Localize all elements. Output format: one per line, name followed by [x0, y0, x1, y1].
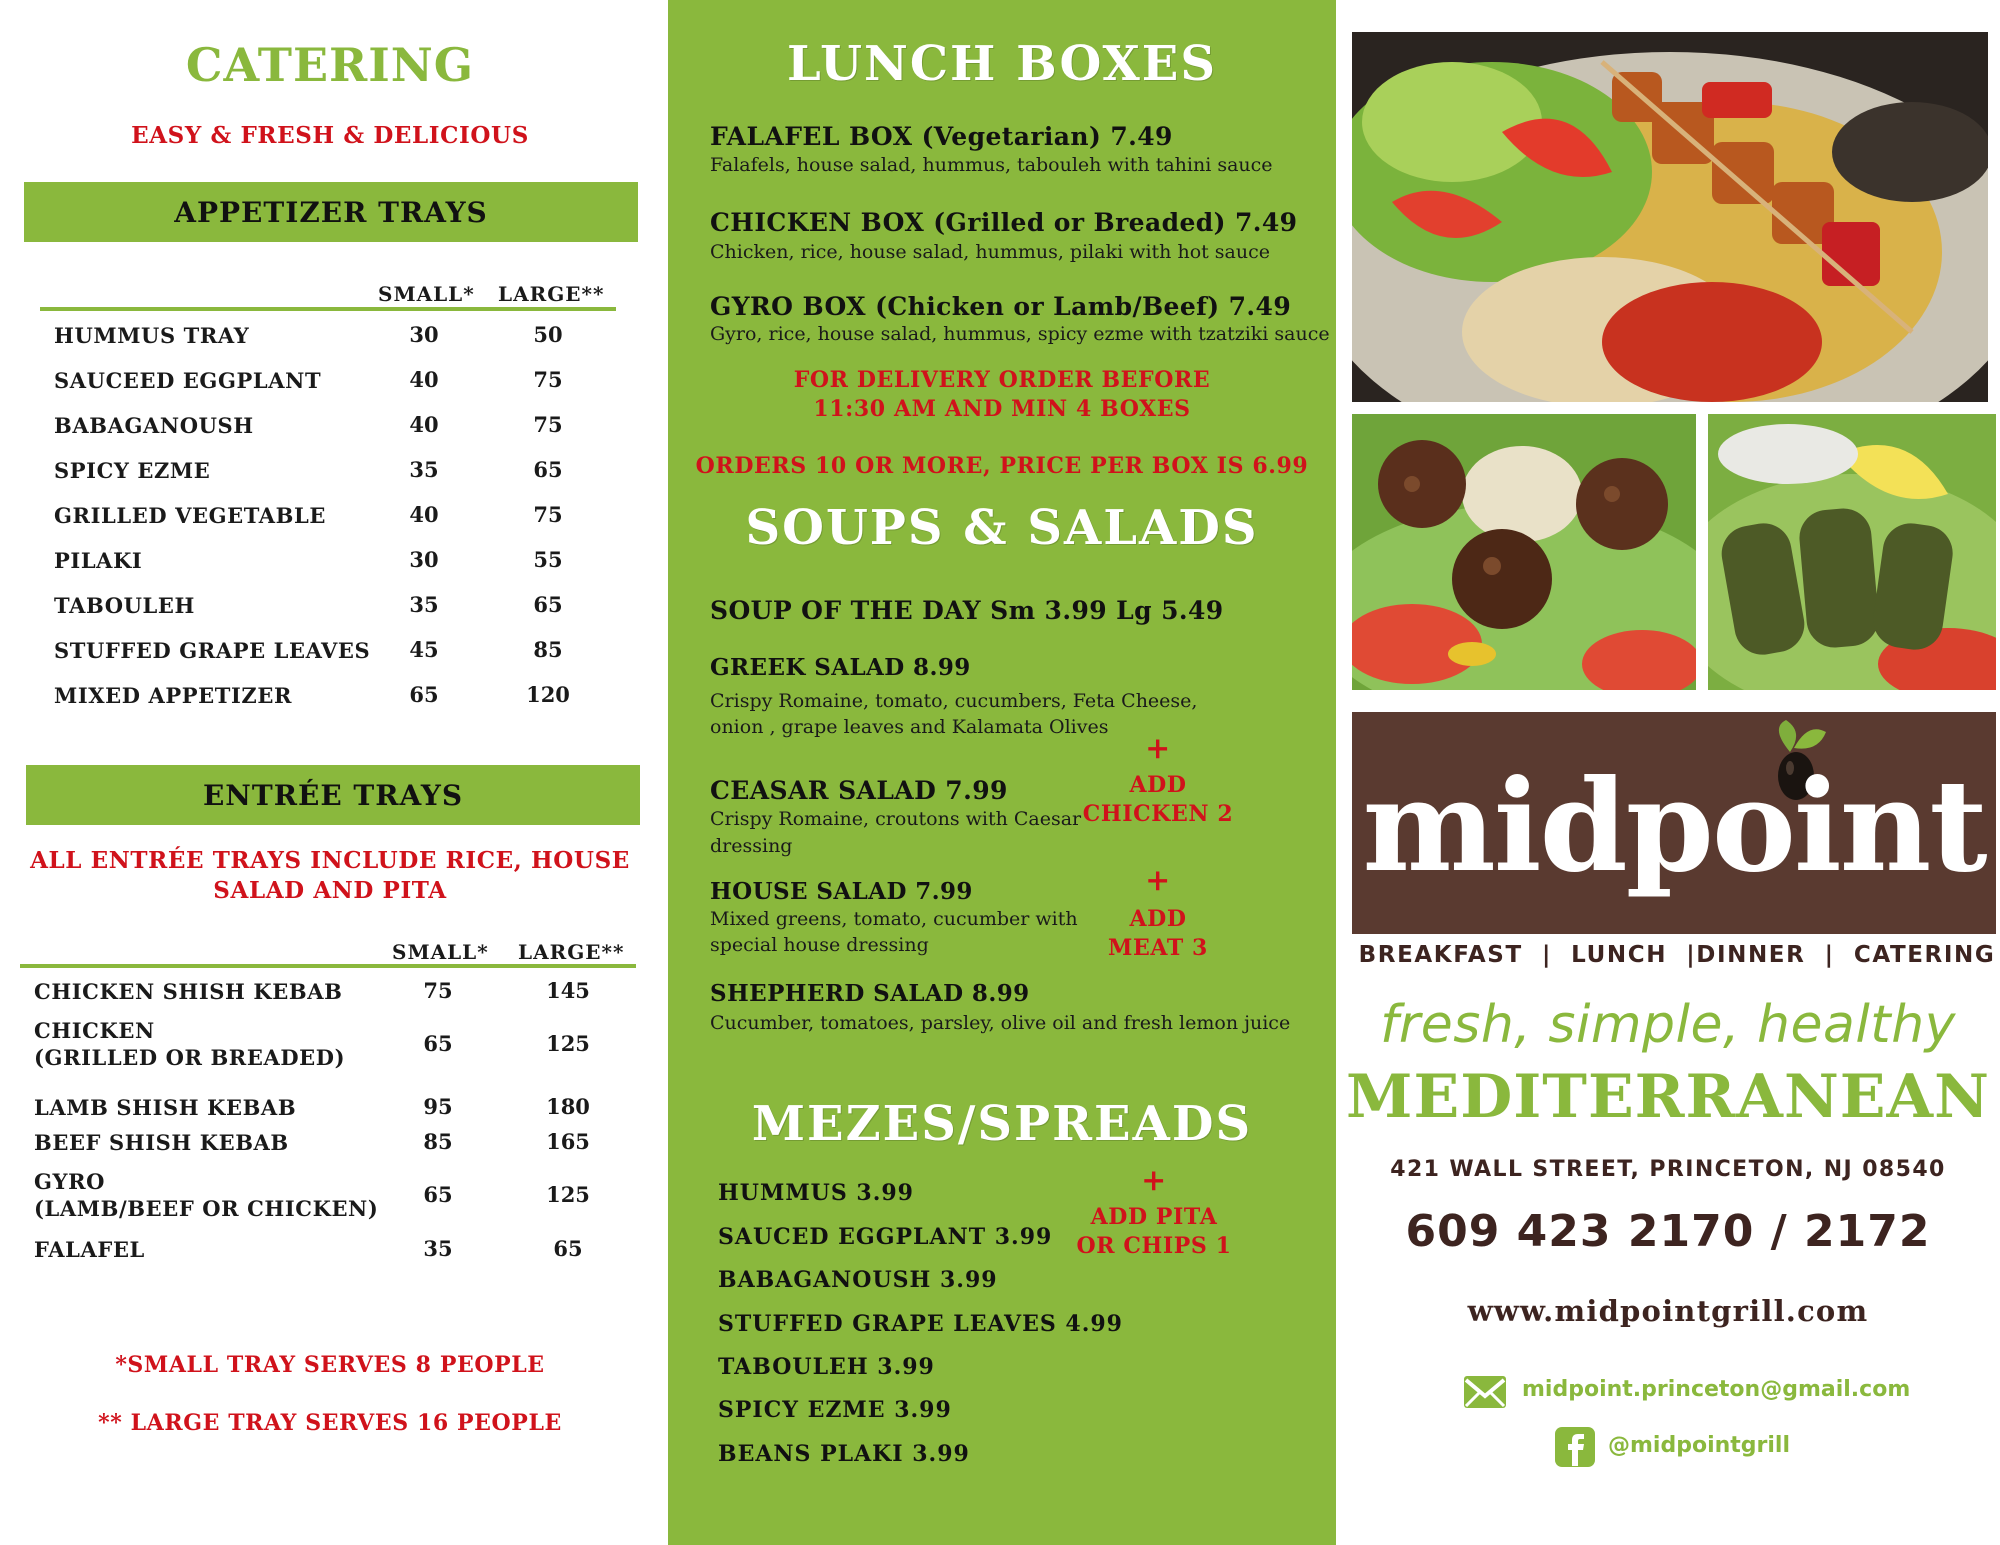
- entree-item-small-price: 65: [423, 1031, 453, 1056]
- add-chicken-plus: +: [1145, 731, 1171, 766]
- orders-note: ORDERS 10 OR MORE, PRICE PER BOX IS 6.99: [695, 453, 1309, 479]
- appetizer-item-small-price: 65: [409, 682, 439, 707]
- entree-item-large-price: 125: [546, 1031, 590, 1056]
- meze-item: SAUCED EGGPLANT 3.99: [718, 1224, 1053, 1250]
- appetizer-item-name: GRILLED VEGETABLE: [54, 503, 327, 528]
- appetizer-item-name: SAUCEED EGGPLANT: [54, 368, 322, 393]
- add-meat-plus: +: [1145, 863, 1171, 898]
- entree-col-large: LARGE**: [518, 940, 625, 964]
- falafel-photo: [1352, 414, 1696, 690]
- appetizer-item-small-price: 35: [409, 592, 439, 617]
- entree-item-small-price: 95: [423, 1094, 453, 1119]
- entree-item-small-price: 35: [423, 1236, 453, 1261]
- soups-salads-title: SOUPS & SALADS: [745, 500, 1259, 556]
- midpoint-logo: [1352, 712, 1996, 934]
- appetizer-item-small-price: 40: [409, 367, 439, 392]
- appetizer-item-small-price: 35: [409, 457, 439, 482]
- address: 421 WALL STREET, PRINCETON, NJ 08540: [1390, 1157, 1946, 1182]
- website-link[interactable]: www.midpointgrill.com: [1467, 1294, 1869, 1328]
- entree-header-rule: [20, 964, 636, 968]
- greek-salad-desc-2: onion , grape leaves and Kalamata Olives: [710, 716, 1109, 738]
- appetizer-item-name: MIXED APPETIZER: [54, 683, 293, 708]
- lunch-boxes-title: LUNCH BOXES: [786, 36, 1218, 92]
- appetizer-item-large-price: 75: [533, 412, 563, 437]
- catering-title: CATERING: [185, 38, 475, 92]
- add-meat-line1: ADD: [1129, 906, 1187, 932]
- appetizer-item-large-price: 65: [533, 592, 563, 617]
- house-salad-title: HOUSE SALAD 7.99: [710, 878, 973, 905]
- house-salad-desc-2: special house dressing: [710, 934, 929, 956]
- entree-item-name: FALAFEL: [34, 1237, 145, 1262]
- entree-item-name: LAMB SHISH KEBAB: [34, 1095, 297, 1120]
- entree-item-large-price: 145: [546, 978, 590, 1003]
- entree-trays-heading: ENTRÉE TRAYS: [26, 765, 640, 825]
- appetizer-item-name: SPICY EZME: [54, 458, 211, 483]
- facebook-icon: [1554, 1426, 1596, 1468]
- entree-item-small-price: 85: [423, 1129, 453, 1154]
- appetizer-header-rule: [40, 307, 616, 311]
- add-chicken-line2: CHICKEN 2: [1082, 801, 1234, 827]
- appetizer-item-small-price: 30: [409, 547, 439, 572]
- greek-salad-title: GREEK SALAD 8.99: [710, 654, 971, 681]
- appetizer-item-large-price: 75: [533, 367, 563, 392]
- social-handle[interactable]: @midpointgrill: [1608, 1433, 1791, 1458]
- appetizer-item-name: BABAGANOUSH: [54, 413, 254, 438]
- catering-tagline: EASY & FRESH & DELICIOUS: [131, 122, 529, 149]
- entree-item-small-price: 75: [423, 978, 453, 1003]
- appetizer-col-large: LARGE**: [498, 282, 605, 306]
- house-salad-desc-1: Mixed greens, tomato, cucumber with: [710, 908, 1078, 930]
- gyro-box-desc: Gyro, rice, house salad, hummus, spicy ezme with tzatziki sauce: [710, 323, 1330, 345]
- appetizer-item-large-price: 65: [533, 457, 563, 482]
- meze-item: BEANS PLAKI 3.99: [718, 1441, 970, 1467]
- footnote-small: *SMALL TRAY SERVES 8 PEOPLE: [115, 1352, 545, 1378]
- appetizer-item-small-price: 40: [409, 412, 439, 437]
- ceasar-salad-desc-2: dressing: [710, 835, 793, 857]
- entree-item-name: CHICKEN SHISH KEBAB: [34, 979, 343, 1004]
- ceasar-salad-title: CEASAR SALAD 7.99: [710, 776, 1008, 805]
- mezes-spreads-title: MEZES/SPREADS: [751, 1096, 1253, 1152]
- appetizer-trays-heading: APPETIZER TRAYS: [24, 182, 638, 242]
- email-icon: [1462, 1372, 1508, 1412]
- entree-item-large-price: 65: [553, 1236, 583, 1261]
- appetizer-item-large-price: 85: [533, 637, 563, 662]
- add-chicken-line1: ADD: [1129, 772, 1187, 798]
- appetizer-item-name: PILAKI: [54, 548, 143, 573]
- appetizer-item-small-price: 30: [409, 322, 439, 347]
- email-address[interactable]: midpoint.princeton@gmail.com: [1522, 1377, 1911, 1402]
- chicken-box-desc: Chicken, rice, house salad, hummus, pilaki with hot sauce: [710, 241, 1271, 263]
- soup-of-the-day: SOUP OF THE DAY Sm 3.99 Lg 5.49: [710, 596, 1224, 625]
- kebab-plate-photo: [1352, 32, 1988, 402]
- appetizer-col-small: SMALL*: [378, 282, 475, 306]
- footnote-large: ** LARGE TRAY SERVES 16 PEOPLE: [98, 1410, 562, 1436]
- appetizer-item-name: TABOULEH: [54, 593, 195, 618]
- delivery-note-line1: FOR DELIVERY ORDER BEFORE: [793, 367, 1211, 393]
- add-pita-line1: ADD PITA: [1090, 1204, 1218, 1230]
- services-line: BREAKFAST | LUNCH |DINNER | CATERING: [1358, 942, 1996, 968]
- meze-item: STUFFED GRAPE LEAVES 4.99: [718, 1311, 1123, 1337]
- appetizer-item-small-price: 40: [409, 502, 439, 527]
- meze-item: TABOULEH 3.99: [718, 1354, 935, 1380]
- greek-salad-desc-1: Crispy Romaine, tomato, cucumbers, Feta Cheese,: [710, 690, 1198, 712]
- entree-item-name: GYRO (LAMB/BEEF OR CHICKEN): [34, 1169, 379, 1221]
- entree-item-name: CHICKEN (GRILLED OR BREADED): [34, 1018, 346, 1070]
- entree-col-small: SMALL*: [392, 940, 489, 964]
- entree-item-large-price: 180: [546, 1094, 590, 1119]
- appetizer-item-small-price: 45: [409, 637, 439, 662]
- ceasar-salad-desc-1: Crispy Romaine, croutons with Caesar: [710, 808, 1082, 830]
- delivery-note-line2: 11:30 AM AND MIN 4 BOXES: [813, 396, 1191, 422]
- add-pita-line2: OR CHIPS 1: [1076, 1233, 1232, 1259]
- shepherd-salad-desc: Cucumber, tomatoes, parsley, olive oil and fresh lemon juice: [710, 1012, 1291, 1034]
- meze-item: SPICY EZME 3.99: [718, 1397, 952, 1423]
- brand-panel: [1336, 0, 2000, 1545]
- appetizer-item-name: STUFFED GRAPE LEAVES: [54, 638, 371, 663]
- entree-note: ALL ENTRÉE TRAYS INCLUDE RICE, HOUSE SALAD AND PITA: [30, 847, 630, 904]
- falafel-box-title: FALAFEL BOX (Vegetarian) 7.49: [710, 122, 1173, 151]
- meze-item: HUMMUS 3.99: [718, 1180, 914, 1206]
- cuisine-label: MEDITERRANEAN: [1346, 1062, 1990, 1132]
- appetizer-item-name: HUMMUS TRAY: [54, 323, 250, 348]
- phone-number[interactable]: 609 423 2170 / 2172: [1405, 1206, 1931, 1257]
- menu-panel: [668, 0, 1336, 1545]
- grape-leaves-photo: [1708, 414, 1996, 690]
- entree-item-large-price: 165: [546, 1129, 590, 1154]
- add-meat-line2: MEAT 3: [1108, 935, 1208, 961]
- entree-item-small-price: 65: [423, 1182, 453, 1207]
- entree-item-large-price: 125: [546, 1182, 590, 1207]
- slogan: fresh, simple, healthy: [1380, 995, 1956, 1055]
- entree-item-name: BEEF SHISH KEBAB: [34, 1130, 289, 1155]
- chicken-box-title: CHICKEN BOX (Grilled or Breaded) 7.49: [710, 208, 1298, 237]
- appetizer-item-large-price: 50: [533, 322, 563, 347]
- appetizer-item-large-price: 120: [526, 682, 570, 707]
- appetizer-item-large-price: 75: [533, 502, 563, 527]
- add-pita-plus: +: [1141, 1163, 1167, 1198]
- falafel-box-desc: Falafels, house salad, hummus, tabouleh with tahini sauce: [710, 154, 1273, 176]
- appetizer-item-large-price: 55: [533, 547, 563, 572]
- catering-panel: [0, 0, 668, 1545]
- meze-item: BABAGANOUSH 3.99: [718, 1267, 998, 1293]
- shepherd-salad-title: SHEPHERD SALAD 8.99: [710, 980, 1030, 1007]
- gyro-box-title: GYRO BOX (Chicken or Lamb/Beef) 7.49: [710, 292, 1292, 321]
- logo-wordmark: midpoint: [1362, 752, 1986, 900]
